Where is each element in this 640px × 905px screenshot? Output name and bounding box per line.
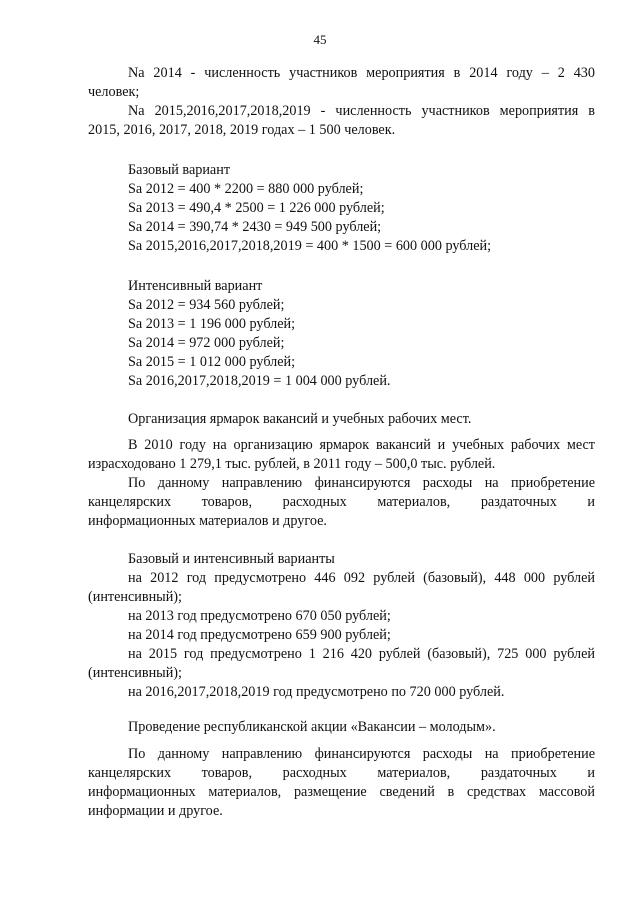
section-heading: Интенсивный вариант <box>128 278 263 294</box>
formula-line: Sa 2014 = 390,74 * 2430 = 949 500 рублей; <box>128 219 382 235</box>
text-line: на 2016,2017,2018,2019 год предусмотрено по 720 000 рублей. <box>128 684 505 700</box>
section-heading: Базовый и интенсивный варианты <box>128 551 335 567</box>
text-line: канцелярских товаров, расходных материалов, раздаточных и <box>88 494 595 510</box>
text-line: на 2012 год предусмотрено 446 092 рублей (базовый), 448 000 рублей <box>128 570 595 586</box>
text-line: информации и другое. <box>88 803 223 819</box>
text-line: на 2013 год предусмотрено 670 050 рублей; <box>128 608 391 624</box>
section-heading: Базовый вариант <box>128 162 231 178</box>
text-line: Na 2015,2016,2017,2018,2019 - численность участников мероприятия в <box>128 103 595 119</box>
text-line: человек; <box>88 84 140 100</box>
text-line: Na 2014 - численность участников мероприятия в 2014 году – 2 430 <box>128 65 595 81</box>
formula-line: Sa 2015 = 1 012 000 рублей; <box>128 354 296 370</box>
text-line: на 2014 год предусмотрено 659 900 рублей; <box>128 627 391 643</box>
formula-line: Sa 2014 = 972 000 рублей; <box>128 335 285 351</box>
text-line: канцелярских товаров, расходных материалов, раздаточных и <box>88 765 595 781</box>
text-line: В 2010 году на организацию ярмарок вакансий и учебных рабочих мест <box>128 437 595 453</box>
formula-line: Sa 2013 = 490,4 * 2500 = 1 226 000 рублей; <box>128 200 385 216</box>
formula-line: Sa 2015,2016,2017,2018,2019 = 400 * 1500 = 600 000 рублей; <box>128 238 492 254</box>
section-heading: Проведение республиканской акции «Вакансии – молодым». <box>128 719 496 735</box>
formula-line: Sa 2012 = 934 560 рублей; <box>128 297 285 313</box>
formula-line: Sa 2013 = 1 196 000 рублей; <box>128 316 296 332</box>
text-line: (интенсивный); <box>88 665 182 681</box>
text-line: информационных материалов и другое. <box>88 513 327 529</box>
text-line: 2015, 2016, 2017, 2018, 2019 годах – 1 500 человек. <box>88 122 396 138</box>
formula-line: Sa 2012 = 400 * 2200 = 880 000 рублей; <box>128 181 364 197</box>
text-line: израсходовано 1 279,1 тыс. рублей, в 2011 году – 500,0 тыс. рублей. <box>88 456 496 472</box>
section-heading: Организация ярмарок вакансий и учебных рабочих мест. <box>128 411 472 427</box>
page-number: 45 <box>313 32 327 47</box>
text-line: (интенсивный); <box>88 589 182 605</box>
text-line: на 2015 год предусмотрено 1 216 420 рублей (базовый), 725 000 рублей <box>128 646 595 662</box>
text-line: По данному направлению финансируются расходы на приобретение <box>128 475 595 491</box>
formula-line: Sa 2016,2017,2018,2019 = 1 004 000 рублей. <box>128 373 391 389</box>
text-line: По данному направлению финансируются расходы на приобретение <box>128 746 595 762</box>
text-line: информационных материалов, размещение сведений в средствах массовой <box>88 784 595 800</box>
